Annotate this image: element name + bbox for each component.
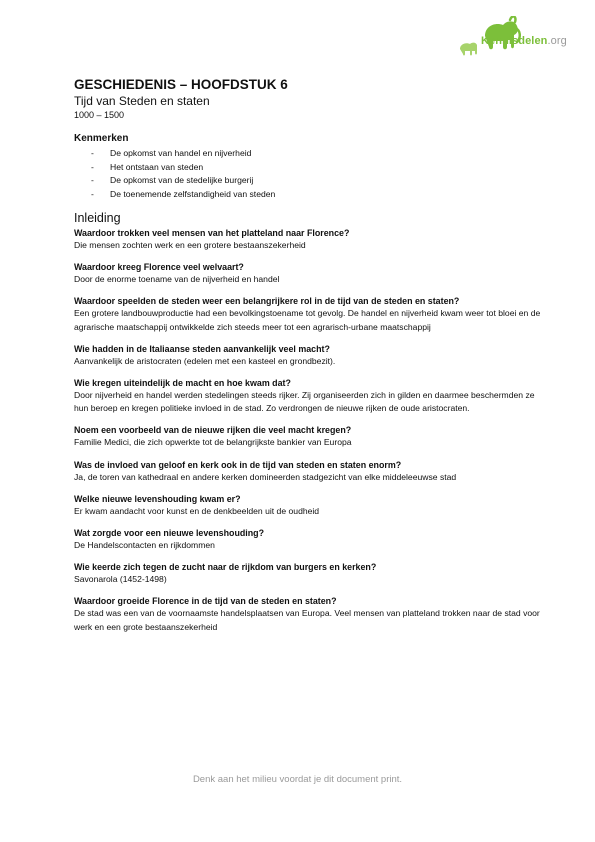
answer: Familie Medici, die zich opwerkte tot de belangrijkste bankier van Europa xyxy=(74,437,352,448)
footer-note: Denk aan het milieu voordat je dit document print. xyxy=(192,774,403,785)
qa-item xyxy=(74,377,544,415)
list-item xyxy=(74,188,544,202)
list-item-text: De opkomst van de stedelijke burgerij xyxy=(110,175,254,185)
qa-item xyxy=(74,459,544,484)
question: Noem een voorbeeld van de nieuwe rijken die veel macht kregen? xyxy=(74,425,352,436)
qa-item xyxy=(74,343,544,368)
answer: De stad was een van de voornaamste handelsplaatsen van Europa. Veel mensen van platteland trokken naar de stad voor werk en een grote bestaanszekerheid xyxy=(74,608,540,632)
question: Waardoor kreeg Florence veel welvaart? xyxy=(74,262,244,273)
list-item xyxy=(74,174,544,188)
qa-item xyxy=(74,261,544,286)
question: Wie kregen uiteindelijk de macht en hoe kwam dat? xyxy=(74,378,291,389)
question: Was de invloed van geloof en kerk ook in de tijd van steden en staten enorm? xyxy=(74,459,402,470)
answer: Aanvankelijk de aristocraten (edelen met een kasteel en grondbezit). xyxy=(74,355,336,366)
qa-item xyxy=(74,493,544,518)
answer: Savonarola (1452-1498) xyxy=(74,574,167,585)
question: Wie keerde zich tegen de zucht naar de rijkdom van burgers en kerken? xyxy=(74,562,377,573)
list-item-text: De toenemende zelfstandigheid van steden xyxy=(110,188,276,199)
document-body xyxy=(74,76,544,643)
kennisdelen-logo xyxy=(457,16,577,60)
question: Wie hadden in de Italiaanse steden aanvankelijk veel macht? xyxy=(74,343,330,354)
kenmerken-heading: Kenmerken xyxy=(74,133,129,144)
list-item xyxy=(74,161,544,175)
logo-tld: .org xyxy=(547,35,567,47)
question: Waardoor trokken veel mensen van het platteland naar Florence? xyxy=(74,228,350,238)
list-item xyxy=(74,147,544,161)
qa-item xyxy=(74,561,544,586)
qa-item xyxy=(74,527,544,552)
logo-brand: Kennisdelen xyxy=(481,35,548,47)
list-item-text: Het ontstaan van steden xyxy=(110,161,204,172)
answer: Ja, de toren van kathedraal en andere kerken domineerden stadgezicht van elke middeleeuwse stad xyxy=(74,471,457,482)
qa-item xyxy=(74,295,544,333)
period: 1000 – 1500 xyxy=(74,110,125,120)
dash-bullet: - xyxy=(91,188,94,199)
answer: De Handelscontacten en rijkdommen xyxy=(74,540,215,551)
answer: Door de enorme toename van de nijverheid en handel xyxy=(74,274,280,285)
dash-bullet: - xyxy=(91,175,94,185)
inleiding-heading: Inleiding xyxy=(74,211,121,225)
question: Wat zorgde voor een nieuwe levenshouding? xyxy=(74,528,265,539)
qa-item xyxy=(74,595,544,633)
logo-wordmark xyxy=(481,35,567,47)
page-subtitle: Tijd van Steden en staten xyxy=(74,94,210,108)
page-title: GESCHIEDENIS – HOOFDSTUK 6 xyxy=(74,77,288,92)
answer: Die mensen zochten werk en een grotere bestaanszekerheid xyxy=(74,240,306,250)
qa-item xyxy=(74,424,544,449)
qa-item xyxy=(74,227,544,252)
question: Waardoor speelden de steden weer een belangrijkere rol in de tijd van de steden en staten? xyxy=(74,296,460,307)
answer: Er kwam aandacht voor kunst en de denkbeelden uit de oudheid xyxy=(74,505,320,516)
kenmerken-list xyxy=(74,147,544,201)
question: Welke nieuwe levenshouding kwam er? xyxy=(74,493,241,504)
answer: Een grotere landbouwproductie had een bevolkingstoename tot gevolg. De handel en nijverheid kwam weer tot bloei en de agrarische maatschappij ontwikkelde zich steeds meer tot een agrarisch-urbane maatschappij xyxy=(74,308,541,332)
answer: Door nijverheid en handel werden stedelingen steeds rijker. Zij organiseerden zich in gilden en daarmee beschermden ze hun beroep en kregen politieke invloed in de stad. Zo verdrongen de nieuwe rijken de oude aristocraten. xyxy=(74,390,535,414)
list-item-text: De opkomst van handel en nijverheid xyxy=(110,148,252,158)
question: Waardoor groeide Florence in de tijd van de steden en staten? xyxy=(74,596,337,607)
dash-bullet: - xyxy=(91,148,94,158)
dash-bullet: - xyxy=(91,161,94,172)
